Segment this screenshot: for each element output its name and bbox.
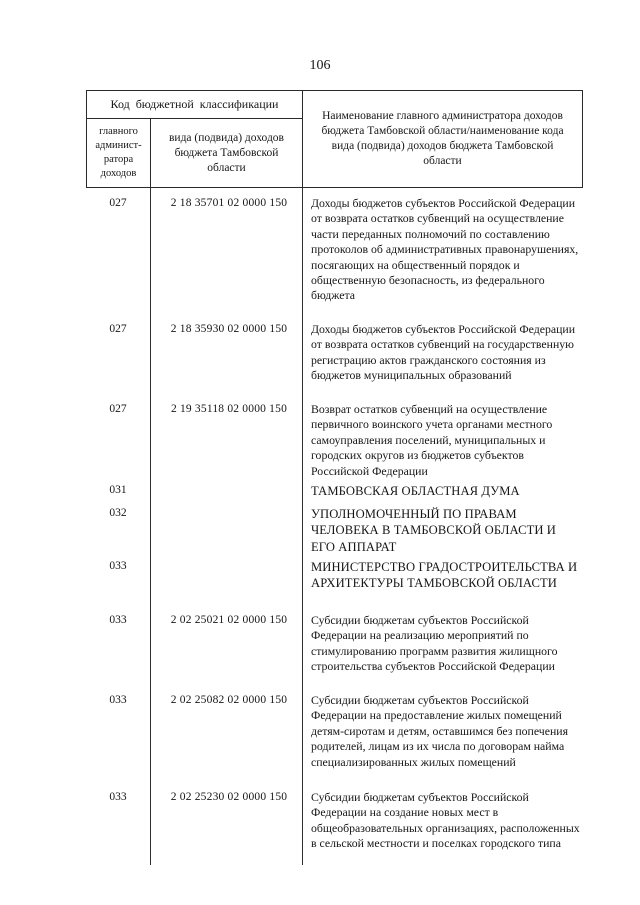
income-name-cell: Субсидии бюджетам субъектов Российской Федерации на предоставление жилых помещений детям-сиротам и детям, оставшимся без попечения родителей, лицам из их числа по договорам найма специализированных жилых помещений <box>311 693 569 769</box>
administrator-name-cell: МИНИСТЕРСТВО ГРАДОСТРОИТЕЛЬСТВА И АРХИТЕКТУРЫ ТАМБОВСКОЙ ОБЛАСТИ <box>311 560 578 591</box>
admin-code-cell: 033 <box>109 791 127 803</box>
income-name-cell: Возврат остатков субвенций на осуществление первичного воинского учета органами местного самоуправления поселений, муниципальных и городских округов из бюджетов субъектов Российской Федерации <box>311 402 553 478</box>
table-header <box>86 90 583 188</box>
income-code-cell: 2 18 35930 02 0000 150 <box>170 323 288 335</box>
column-divider <box>150 188 151 865</box>
income-name-cell: Субсидии бюджетам субъектов Российской Федерации на создание новых мест в общеобразовательных организациях, расположенных в сельской местности и поселках городского типа <box>311 790 580 851</box>
income-code-cell: 2 02 25082 02 0000 150 <box>170 694 288 706</box>
admin-code-cell: 033 <box>109 694 127 706</box>
income-code-cell: 2 02 25230 02 0000 150 <box>170 791 288 803</box>
column-divider <box>302 188 303 865</box>
income-name-cell: Доходы бюджетов субъектов Российской Федерации от возврата остатков субвенций на осуществление части переданных полномочий по составлению протоколов об административных правонарушениях, посягающих на общественный порядок и общественную безопасность, из федерального бюджета <box>311 196 579 303</box>
administrator-name-cell: УПОЛНОМОЧЕННЫЙ ПО ПРАВАМ ЧЕЛОВЕКА В ТАМБОВСКОЙ ОБЛАСТИ И ЕГО АППАРАТ <box>311 507 557 554</box>
page-number: 106 <box>309 58 331 73</box>
admin-code-cell: 031 <box>109 484 127 496</box>
administrator-name-cell: ТАМБОВСКАЯ ОБЛАСТНАЯ ДУМА <box>311 484 520 498</box>
admin-code-cell: 033 <box>109 560 127 572</box>
admin-code-cell: 027 <box>109 197 127 209</box>
income-name-cell: Субсидии бюджетам субъектов Российской Федерации на реализацию мероприятий по стимулированию программ развития жилищного строительства субъектов Российской Федерации <box>311 613 558 674</box>
admin-code-cell: 027 <box>109 323 127 335</box>
header-code-group: Код бюджетной классификации <box>87 91 303 119</box>
income-code-cell: 2 18 35701 02 0000 150 <box>170 197 288 209</box>
header-admin-column: главного админист-ратора доходов <box>87 119 151 187</box>
header-name-column: Наименование главного администратора доходов бюджета Тамбовской области/наименование кода вида (подвида) доходов бюджета Тамбовской области <box>321 110 564 167</box>
admin-code-cell: 027 <box>109 403 127 415</box>
income-code-cell: 2 19 35118 02 0000 150 <box>170 403 288 415</box>
admin-code-cell: 032 <box>109 507 127 519</box>
header-kind-column: вида (подвида) доходов бюджета Тамбовской области <box>151 119 303 187</box>
income-code-cell: 2 02 25021 02 0000 150 <box>170 614 288 626</box>
admin-code-cell: 033 <box>109 614 127 626</box>
income-name-cell: Доходы бюджетов субъектов Российской Федерации от возврата остатков субвенций на государственную регистрацию актов гражданского состояния из бюджетов муниципальных образований <box>311 322 576 383</box>
